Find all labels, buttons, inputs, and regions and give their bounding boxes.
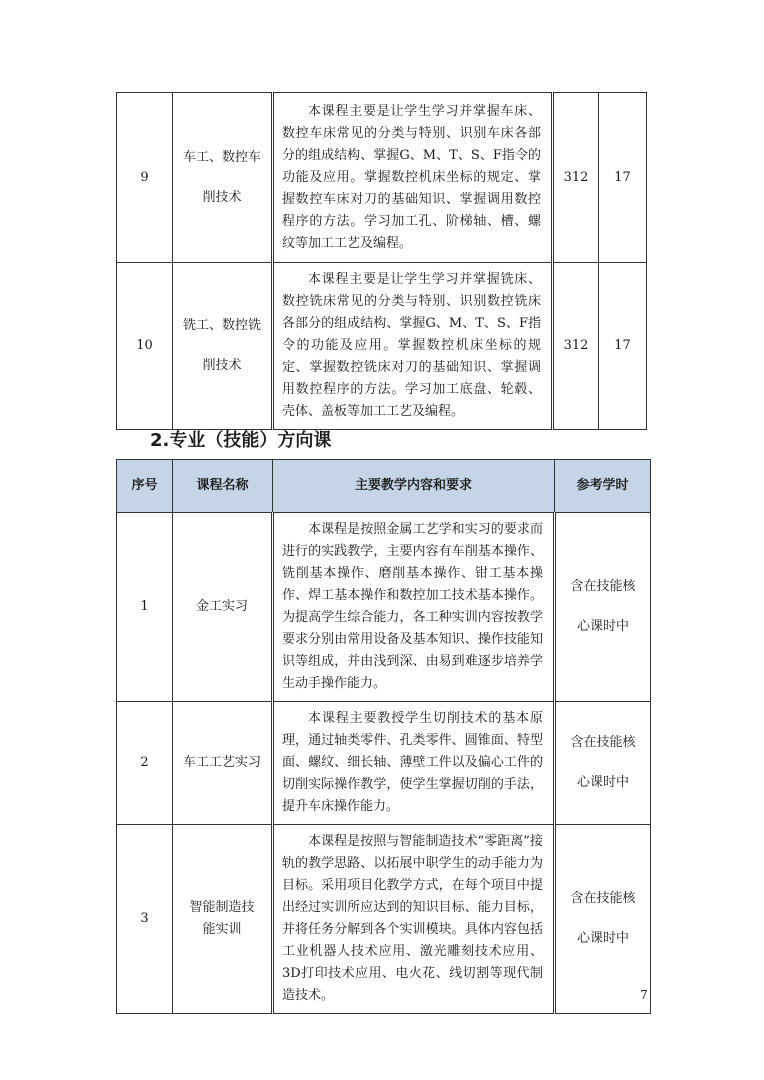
course-hours: 312 bbox=[553, 93, 599, 263]
table-row bbox=[117, 702, 651, 825]
course-name: 金工实习 bbox=[173, 513, 273, 702]
course-name: 车工工艺实习 bbox=[173, 702, 273, 825]
table-row bbox=[117, 513, 651, 702]
course-credits: 17 bbox=[599, 93, 647, 263]
course-description-text: 本课程是按照与智能制造技术“零距离”接轨的教学思路、以拓展中职学生的动手能力为目标。采用项目化教学方式，在每个项目中提出经过实训所应达到的知识目标、能力目标，并将任务分解到各个实训模块。具体内容包括工业机器人技术应用、激光雕刻技术应用、3D打印技术应用、电火花、线切割等现代制造技术。 bbox=[282, 834, 543, 1003]
course-description-text: 本课程主要教授学生切削技术的基本原理，通过轴类零件、孔类零件、圆锥面、特型面、螺纹、细长轴、薄壁工件以及偏心工件的切削实际操作教学，使学生掌握切削的手法，提升车床操作能力。 bbox=[282, 711, 543, 814]
course-description bbox=[273, 93, 553, 263]
course-hours: 含在技能核心课时中 bbox=[555, 825, 651, 1014]
section-heading: 2.专业（技能）方向课 bbox=[150, 430, 332, 451]
course-description-text: 本课程是按照金属工艺学和实习的要求而进行的实践教学，主要内容有车削基本操作、铣削基本操作、磨削基本操作、钳工基本操作、焊工基本操作和数控加工技术基本操作。为提高学生综合能力，各工种实训内容按教学要求分别由常用设备及基本知识、操作技能知识等组成，并由浅到深、由易到难逐步培养学生动手操作能力。 bbox=[282, 522, 543, 691]
course-name: 智能制造技能实训 bbox=[173, 825, 273, 1014]
course-table-core bbox=[116, 92, 647, 430]
course-description bbox=[273, 513, 555, 702]
header-course-name: 课程名称 bbox=[173, 460, 273, 513]
course-description-text: 本课程主要是让学生学习并掌握铣床、数控铣床常见的分类与特别、识别数控铣床各部分的组成结构、掌握G、M、T、S、F指令的功能及应用。掌握数控机床坐标的规定、掌握数控铣床对刀的基础知识、掌握调用数控程序的方法。学习加工底盘、轮毂、壳体、盖板等加工工艺及编程。 bbox=[282, 272, 541, 419]
course-description bbox=[273, 263, 553, 430]
row-index: 1 bbox=[117, 513, 173, 702]
table-row bbox=[117, 825, 651, 1014]
page-number: 7 bbox=[640, 988, 648, 1002]
course-credits: 17 bbox=[599, 263, 647, 430]
course-description bbox=[273, 825, 555, 1014]
course-hours: 含在技能核心课时中 bbox=[555, 513, 651, 702]
course-hours: 含在技能核心课时中 bbox=[555, 702, 651, 825]
course-name: 车工、数控车削技术 bbox=[173, 93, 273, 263]
row-index: 2 bbox=[117, 702, 173, 825]
course-description-text: 本课程主要是让学生学习并掌握车床、数控车床常见的分类与特别、识别车床各部分的组成结构、掌握G、M、T、S、F指令的功能及应用。掌握数控机床坐标的规定、掌握数控车床对刀的基础知识、掌握调用数控程序的方法。学习加工孔、阶梯轴、槽、螺纹等加工工艺及编程。 bbox=[282, 103, 541, 251]
table-header-row bbox=[117, 460, 651, 513]
row-index: 3 bbox=[117, 825, 173, 1014]
row-index: 10 bbox=[117, 263, 173, 430]
header-content: 主要教学内容和要求 bbox=[273, 460, 555, 513]
table-row bbox=[117, 93, 647, 263]
table-row bbox=[117, 263, 647, 430]
course-description bbox=[273, 702, 555, 825]
course-table-direction bbox=[116, 459, 651, 1014]
header-hours: 参考学时 bbox=[555, 460, 651, 513]
row-index: 9 bbox=[117, 93, 173, 263]
header-index: 序号 bbox=[117, 460, 173, 513]
course-hours: 312 bbox=[553, 263, 599, 430]
course-name: 铣工、数控铣削技术 bbox=[173, 263, 273, 430]
